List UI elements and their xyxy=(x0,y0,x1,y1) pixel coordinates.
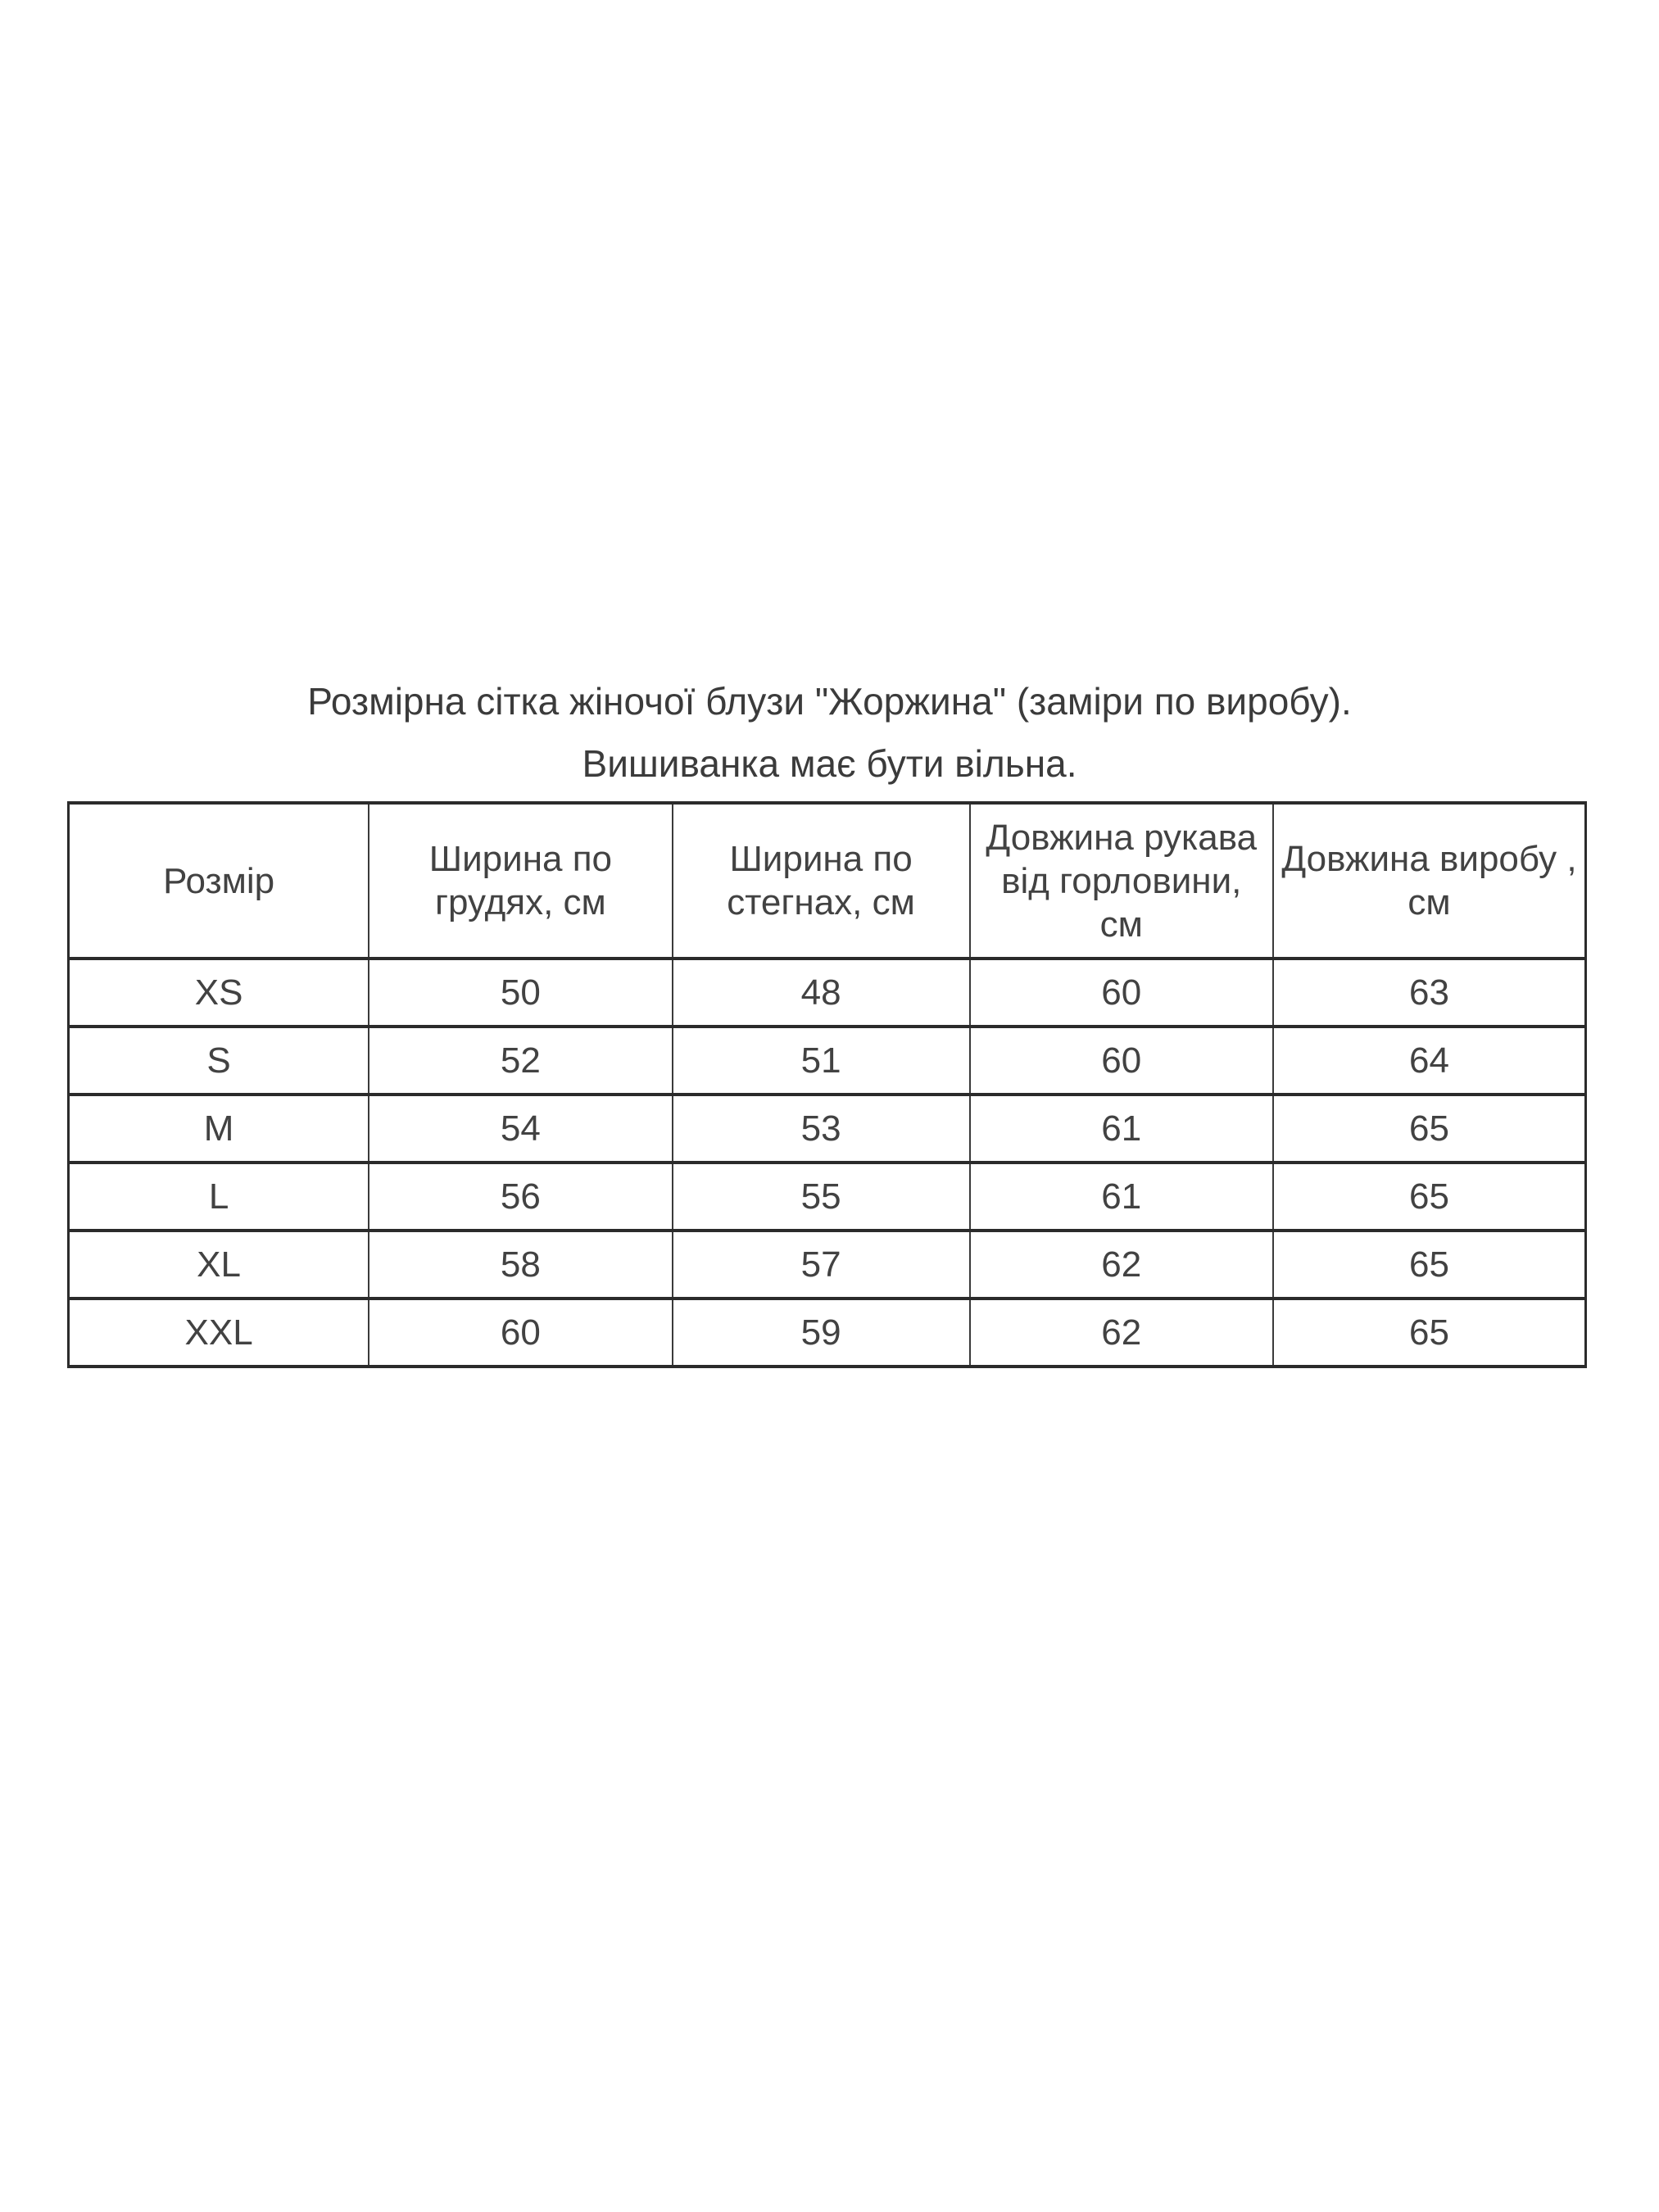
value-cell: 51 xyxy=(673,1027,970,1095)
value-cell: 54 xyxy=(369,1095,672,1163)
size-cell: M xyxy=(69,1095,369,1163)
value-cell: 61 xyxy=(970,1163,1273,1231)
value-cell: 65 xyxy=(1273,1231,1586,1299)
value-cell: 53 xyxy=(673,1095,970,1163)
size-cell: S xyxy=(69,1027,369,1095)
column-header-product-length: Довжина виробу , см xyxy=(1273,803,1586,959)
value-cell: 59 xyxy=(673,1299,970,1367)
value-cell: 58 xyxy=(369,1231,672,1299)
size-cell: L xyxy=(69,1163,369,1231)
table-row xyxy=(69,1163,1586,1231)
value-cell: 62 xyxy=(970,1231,1273,1299)
value-cell: 65 xyxy=(1273,1095,1586,1163)
header-row xyxy=(69,803,1586,959)
value-cell: 56 xyxy=(369,1163,672,1231)
value-cell: 52 xyxy=(369,1027,672,1095)
size-table xyxy=(67,801,1587,1368)
value-cell: 61 xyxy=(970,1095,1273,1163)
table-row xyxy=(69,1231,1586,1299)
size-cell: XXL xyxy=(69,1299,369,1367)
size-table-body xyxy=(69,959,1586,1367)
table-row xyxy=(69,1027,1586,1095)
column-header-sleeve-length: Довжина рукава від горловини, см xyxy=(970,803,1273,959)
value-cell: 60 xyxy=(369,1299,672,1367)
value-cell: 62 xyxy=(970,1299,1273,1367)
table-row xyxy=(69,1299,1586,1367)
page-title-line2: Вишиванка має бути вільна. xyxy=(582,742,1077,785)
value-cell: 55 xyxy=(673,1163,970,1231)
table-row xyxy=(69,959,1586,1027)
page-title-line1: Розмірна сітка жіночої блузи "Жоржина" (заміри по виробу). xyxy=(307,680,1352,723)
value-cell: 48 xyxy=(673,959,970,1027)
column-header-hip-width: Ширина по стегнах, см xyxy=(673,803,970,959)
value-cell: 65 xyxy=(1273,1299,1586,1367)
value-cell: 50 xyxy=(369,959,672,1027)
column-header-size: Розмір xyxy=(69,803,369,959)
value-cell: 63 xyxy=(1273,959,1586,1027)
value-cell: 60 xyxy=(970,959,1273,1027)
column-header-chest-width: Ширина по грудях, см xyxy=(369,803,672,959)
size-cell: XL xyxy=(69,1231,369,1299)
size-cell: XS xyxy=(69,959,369,1027)
value-cell: 60 xyxy=(970,1027,1273,1095)
size-table-header xyxy=(69,803,1586,959)
value-cell: 64 xyxy=(1273,1027,1586,1095)
value-cell: 57 xyxy=(673,1231,970,1299)
value-cell: 65 xyxy=(1273,1163,1586,1231)
table-row xyxy=(69,1095,1586,1163)
page-title xyxy=(0,670,1659,795)
